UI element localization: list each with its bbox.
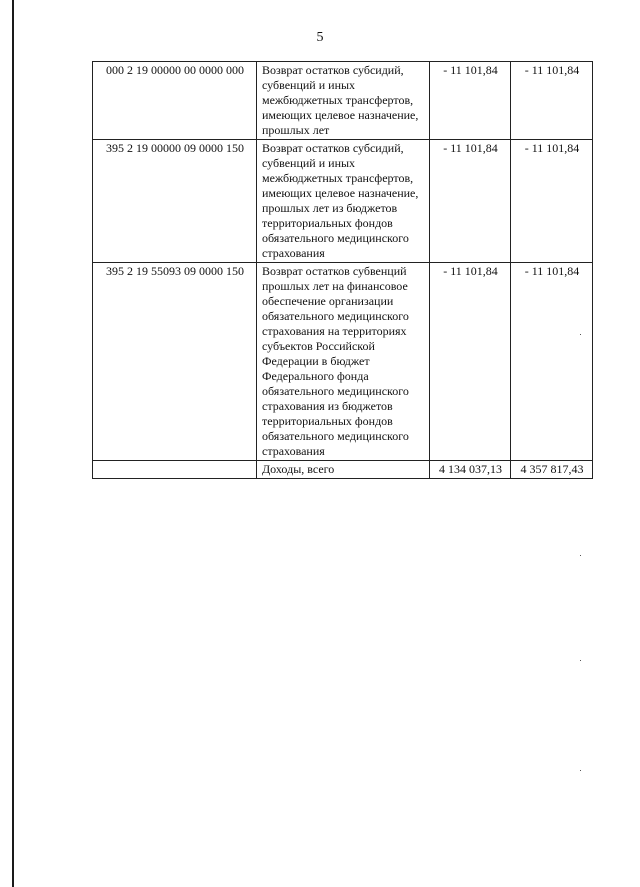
value-cell-year1: - 11 101,84 <box>430 263 511 461</box>
total-row <box>93 461 593 479</box>
revenue-name-cell: Возврат остатков субвенций прошлых лет на финансовое обеспечение организации обязательного медицинского страхования на территориях субъектов Российской Федерации в бюджет Федерального фонда обязательного медицинского страхования из бюджетов территориальных фондов обязательного медицинского страхования <box>257 263 430 461</box>
scan-speck <box>580 770 581 771</box>
scan-speck <box>580 660 581 661</box>
table-row <box>93 62 593 140</box>
scan-speck <box>580 555 581 556</box>
value-cell-year2: - 11 101,84 <box>511 263 593 461</box>
total-code-cell <box>93 461 257 479</box>
budget-table <box>92 61 593 479</box>
left-margin-line <box>12 0 14 887</box>
revenue-name-cell: Возврат остатков субсидий, субвенций и иных межбюджетных трансфертов, имеющих целевое назначение, прошлых лет из бюджетов территориальных фондов обязательного медицинского страхования <box>257 140 430 263</box>
table-row <box>93 263 593 461</box>
total-value-year1: 4 134 037,13 <box>430 461 511 479</box>
total-label-cell: Доходы, всего <box>257 461 430 479</box>
value-cell-year2: - 11 101,84 <box>511 140 593 263</box>
value-cell-year1: - 11 101,84 <box>430 140 511 263</box>
value-cell-year1: - 11 101,84 <box>430 62 511 140</box>
budget-code-cell: 395 2 19 55093 09 0000 150 <box>93 263 257 461</box>
total-value-year2: 4 357 817,43 <box>511 461 593 479</box>
table-row <box>93 140 593 263</box>
scan-speck <box>580 334 581 335</box>
page-number: 5 <box>316 30 324 45</box>
budget-code-cell: 395 2 19 00000 09 0000 150 <box>93 140 257 263</box>
budget-code-cell: 000 2 19 00000 00 0000 000 <box>93 62 257 140</box>
revenue-name-cell: Возврат остатков субсидий, субвенций и иных межбюджетных трансфертов, имеющих целевое назначение, прошлых лет <box>257 62 430 140</box>
value-cell-year2: - 11 101,84 <box>511 62 593 140</box>
